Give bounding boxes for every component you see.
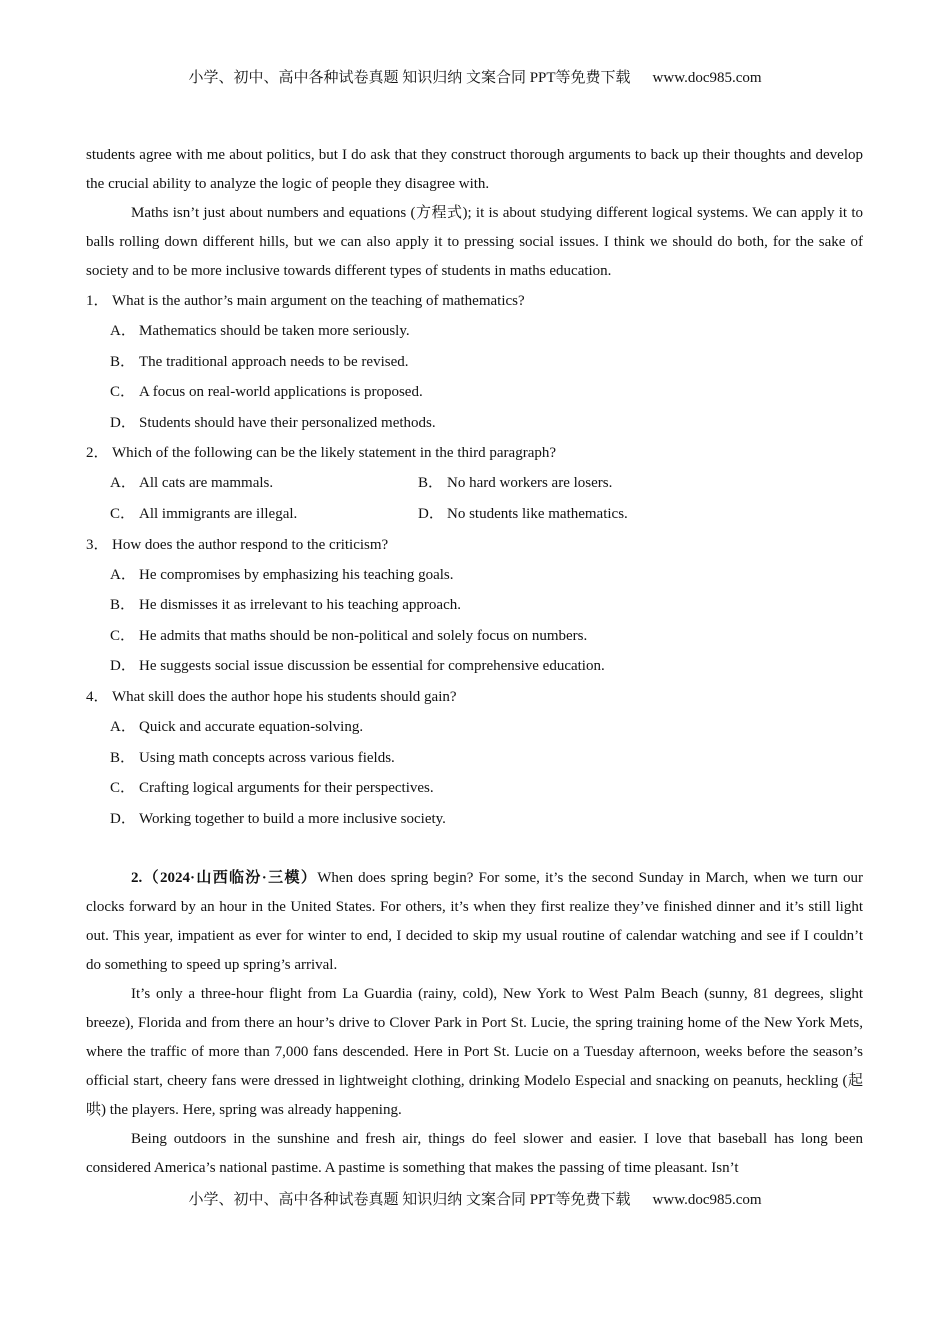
passage2-source-label: 2.（2024·山西临汾·三模） [131,870,318,887]
question-1 [86,286,863,316]
option-letter: D． [110,414,136,431]
passage2-paragraph-3: Being outdoors in the sunshine and fresh air, things do feel slower and easier. I love that baseball has long been considered America’s national pastime. A pastime is something that makes the passing of time pleasant. Isn’t [86,1131,863,1177]
option-text: All cats are mammals. [139,475,274,492]
passage2-paragraph-1-text: When does spring begin? For some, it’s the second Sunday in March, when we turn our clocks forward by an hour in the United States. For others, it’s when they first realize they’ve finished dinner and it’s still light out. This year, impatient as ever for winter to end, I decided to skip my usual routine of calendar watching and see if I couldn’t do something to speed up spring’s arrival. [86,870,863,974]
option-2d [418,499,726,530]
question-text: Which of the following can be the likely statement in the third paragraph? [112,445,557,462]
option-text: Quick and accurate equation-solving. [139,718,364,735]
footer-site-link[interactable]: www.doc985.com [652,1192,762,1208]
option-1d [110,408,863,439]
option-2a [110,468,418,499]
option-text: He admits that maths should be non-political and solely focus on numbers. [139,627,588,644]
page-header [0,68,950,88]
header-text: 小学、初中、高中各种试卷真题 知识归纳 文案合同 PPT等免费下载 [188,70,631,86]
option-row-2cd [110,499,863,530]
option-text: A focus on real-world applications is proposed. [139,384,423,401]
option-3d [110,651,863,682]
question-number: 4． [86,688,109,705]
passage2-paragraph-2: It’s only a three-hour flight from La Guardia (rainy, cold), New York to West Palm Beach (sunny, 81 degrees, slight breeze), Florida and from there an hour’s drive to Clover Park in Port St. Lucie, the spring training home of the New York Mets, where the traffic of more than 7,000 fans descended. Here in Port St. Lucie on a Tuesday afternoon, weeks before the season’s official start, cheery fans were dressed in lightweight clothing, drinking Modelo Especial and snacking on peanuts, heckling (起哄) the players. Here, spring was already happening. [86,986,863,1119]
question-text: How does the author respond to the criticism? [112,536,389,553]
option-letter: B． [110,749,136,766]
option-letter: B． [110,353,136,370]
option-text: No students like mathematics. [447,505,628,522]
option-text: Crafting logical arguments for their perspectives. [139,780,434,797]
option-row-2ab [110,468,863,499]
option-letter: A． [110,323,136,339]
option-letter: D． [110,658,136,675]
question-3 [86,530,863,560]
option-text: No hard workers are losers. [447,475,613,492]
option-text: He dismisses it as irrelevant to his teaching approach. [139,597,461,614]
passage2-paragraph-1 [86,864,863,980]
page-footer [0,1190,950,1210]
option-letter: A． [110,475,136,492]
option-text: Working together to build a more inclusive society. [139,810,446,827]
option-1b [110,347,863,378]
option-1c [110,377,863,408]
option-text: All immigrants are illegal. [139,505,298,522]
option-3c [110,621,863,652]
option-letter: C． [110,627,136,644]
option-letter: C． [110,384,136,401]
option-text: He compromises by emphasizing his teaching goals. [139,566,454,583]
option-1a [110,316,863,347]
option-letter: C． [110,780,136,797]
option-text: Mathematics should be taken more seriously. [139,323,410,339]
option-3a [110,560,863,591]
section-gap [86,834,863,864]
option-3b [110,590,863,621]
option-2c [110,499,418,530]
header-site-link[interactable]: www.doc985.com [652,70,762,86]
option-letter: A． [110,718,136,735]
option-text: Using math concepts across various fields. [139,749,395,766]
question-number: 3． [86,536,109,553]
option-letter: C． [110,505,136,522]
option-text: The traditional approach needs to be revised. [139,353,409,370]
question-number: 1． [86,293,109,309]
passage1-paragraph-1: students agree with me about politics, but I do ask that they construct thorough arguments to back up their thoughts and develop the crucial ability to analyze the logic of people they disagree with. [86,147,863,192]
question-number: 2． [86,445,109,462]
option-letter: D． [110,810,136,827]
option-letter: B． [110,597,136,614]
question-4 [86,682,863,712]
option-text: Students should have their personalized methods. [139,414,436,431]
option-4b [110,743,863,774]
option-letter: D． [418,505,444,522]
passage1-paragraph-2: Maths isn’t just about numbers and equations (方程式); it is about studying different logical systems. We can apply it to balls rolling down different hills, but we can also apply it to pressing social issues. I think we should do both, for the sake of society and to be more inclusive towards different types of students in maths education. [86,205,863,279]
option-text: He suggests social issue discussion be essential for comprehensive education. [139,658,605,675]
option-letter: A． [110,566,136,583]
option-letter: B． [418,475,444,492]
page-content [86,141,863,1183]
option-2b [418,468,726,499]
footer-text: 小学、初中、高中各种试卷真题 知识归纳 文案合同 PPT等免费下载 [188,1192,631,1208]
question-text: What skill does the author hope his students should gain? [112,688,457,705]
option-4a [110,712,863,743]
question-text: What is the author’s main argument on the teaching of mathematics? [112,293,525,309]
option-4d [110,804,863,835]
option-4c [110,773,863,804]
question-2 [86,438,863,468]
